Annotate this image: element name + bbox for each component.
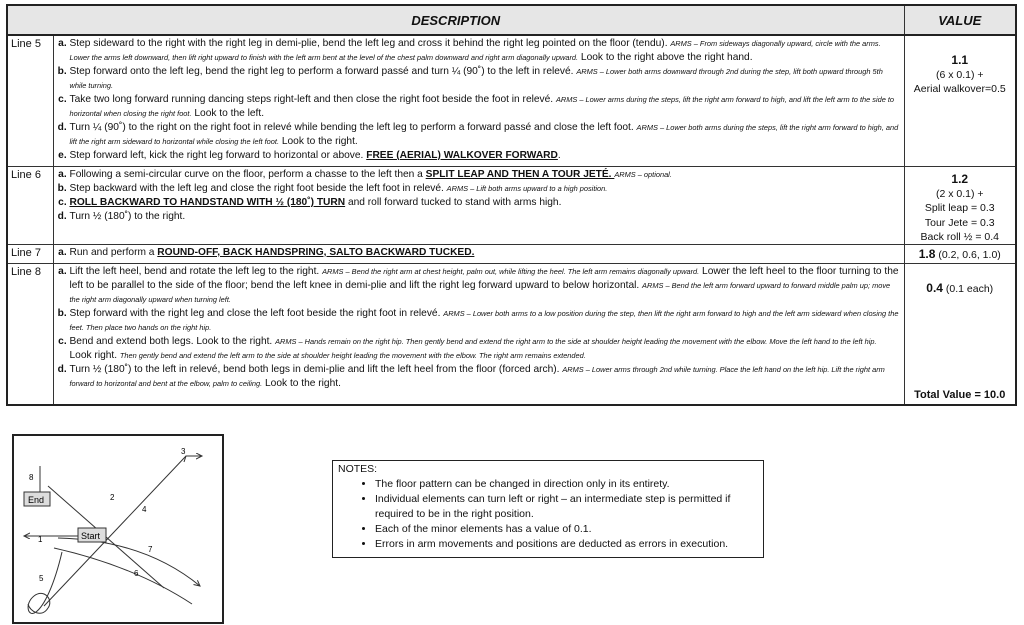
step-text: Lift the left heel, bend and rotate the left leg to the right. <box>69 265 323 277</box>
path-number-2: 2 <box>110 493 115 502</box>
step-item <box>70 168 900 182</box>
total-value: Total Value = 10.0 <box>914 388 1006 401</box>
step-list <box>54 265 900 391</box>
floor-pattern-svg <box>14 436 218 618</box>
line-label: Line 8 <box>7 263 53 405</box>
arms-instruction: ARMS – Lower both arms downward through 2nd during the step, lift both upward through 5th while turning. <box>69 67 883 90</box>
line-label: Line 7 <box>7 244 53 263</box>
path-line-4 <box>44 456 186 606</box>
element-highlight: SPLIT LEAP AND THEN A TOUR JETÉ. <box>425 169 615 180</box>
path-line-7 <box>58 538 200 586</box>
step-text: Look to the right above the right hand. <box>578 52 753 63</box>
step-item <box>70 149 900 163</box>
step-text: Step forward left, kick the right leg forward to horizontal or above. <box>69 150 367 161</box>
step-item <box>70 93 900 121</box>
value-detail: Tour Jete = 0.3 <box>924 216 995 229</box>
arms-instruction: ARMS – Lower arms during the steps, lift the right arm forward to high, and lift the left arm to the side to horizontal when closing the right foot. <box>69 95 895 118</box>
value-main: 1.8 <box>918 246 936 261</box>
step-text: Look to the right. <box>262 377 341 389</box>
value-cell <box>904 167 1016 245</box>
arms-instruction: ARMS – Lower both arms to a low position during the step, then lift the right arm forward to high and the left arm sideward when closing the feet. Then place two hands on the right hip. <box>69 308 899 332</box>
table-body <box>7 35 1016 405</box>
step-list <box>54 246 900 260</box>
step-text: Look to the right. <box>279 136 358 147</box>
notes-box <box>332 460 764 558</box>
arms-instruction: ARMS – optional. <box>614 170 672 179</box>
step-text: Step backward with the left leg and close the right foot beside the left foot in relevé. <box>69 183 447 194</box>
arms-instruction: ARMS – Lift both arms upward to a high position. <box>446 184 608 193</box>
note-item: • The floor pattern can be changed in direction only in its entirety. <box>375 477 763 492</box>
step-text: Step forward onto the left leg, bend the right leg to perform a forward passé and turn ¼ (90˚) to the left in relevé. <box>69 66 577 77</box>
path-number-7: 7 <box>148 545 153 554</box>
step-text: . <box>557 150 561 161</box>
step-text: Step sideward to the right with the right leg in demi-plie, bend the left leg and cross it behind the right leg pointed on the floor (tendu). <box>69 38 671 49</box>
step-text: Step forward with the right leg and close the left foot beside the right foot in relevé. <box>69 307 444 319</box>
value-detail: Back roll ½ = 0.4 <box>920 230 999 243</box>
path-number-4: 4 <box>142 505 147 514</box>
step-text: Look right. <box>69 349 120 361</box>
value-main: 1.2 <box>951 172 969 186</box>
line-label: Line 5 <box>7 35 53 167</box>
arms-instruction: ARMS – Lower both arms during the steps, lift the right arm forward to high, and lift the right arm sideward to horizontal while closing the left foot. <box>69 123 899 146</box>
notes-list <box>333 477 763 552</box>
description-header: DESCRIPTION <box>7 5 904 35</box>
step-item <box>70 182 900 196</box>
step-text: Following a semi-circular curve on the floor, perform a chasse to the left then a <box>69 169 426 180</box>
value-main: 0.4 <box>926 280 943 295</box>
routine-table <box>6 4 1017 406</box>
step-text: Lower the left heel to the floor turning to the left to be parallel to the side of the floor; bend the left knee in demi-plie and lift the right leg forward upward to below horizontal. <box>69 265 899 291</box>
value-main: 1.1 <box>951 53 969 67</box>
value-detail: (0.2, 0.6, 1.0) <box>938 248 1001 261</box>
note-item: • Each of the minor elements has a value of 0.1. <box>375 522 763 537</box>
table-row <box>7 167 1016 245</box>
step-text: Turn ½ (180˚) to the left in relevé, bend both legs in demi-plie and lift the left heel from the floor (forced arch). <box>69 363 563 375</box>
description-cell <box>53 167 904 245</box>
description-cell <box>53 35 904 167</box>
arms-instruction: Then gently bend and extend the left arm to the side at shoulder height leading the movement with the elbow. The right arm remains extended. <box>119 350 586 360</box>
element-highlight: FREE (AERIAL) WALKOVER FORWARD <box>366 150 558 161</box>
step-text: Bend and extend both legs. Look to the right. <box>69 335 276 347</box>
arms-instruction: ARMS – Hands remain on the right hip. Then gently bend and extend the right arm to the side at shoulder height leading the movement with the elbow. Move the left hand to the left hip. <box>275 336 877 346</box>
step-list <box>54 168 900 224</box>
step-text: Turn ¼ (90˚) to the right on the right foot in relevé while bending the left leg to perform a forward passé and close the left foot. <box>69 122 637 133</box>
value-detail: (2 x 0.1) + <box>935 188 984 201</box>
line-label: Line 6 <box>7 167 53 245</box>
step-item <box>70 335 900 363</box>
step-text: Take two long forward running dancing steps right-left and then close the right foot beside the foot in relevé. <box>69 94 556 105</box>
table-row <box>7 35 1016 167</box>
step-item <box>70 210 900 224</box>
value-cell <box>904 35 1016 167</box>
path-number-5: 5 <box>39 574 44 583</box>
path-line-6 <box>54 548 192 604</box>
value-cell <box>904 244 1016 263</box>
value-detail: (6 x 0.1) + <box>935 69 984 82</box>
step-item <box>70 363 900 391</box>
path-number-3: 3 <box>181 447 186 456</box>
table-row <box>7 244 1016 263</box>
notes-title: NOTES: <box>338 463 378 475</box>
step-text: Run and perform a <box>69 246 158 258</box>
path-line-3 <box>184 456 202 462</box>
arms-instruction: ARMS – From sideways diagonally upward, circle with the arms. Lower the arms left downward, then lift right upward to finish with the left arm bent at the level of the chest palm downward and right arm diagonally upward. <box>69 39 881 62</box>
step-item <box>70 307 900 335</box>
step-text: Look to the left. <box>191 108 265 119</box>
element-highlight: ROUND-OFF, BACK HANDSPRING, SALTO BACKWARD TUCKED. <box>157 246 475 258</box>
table-row <box>7 263 1016 405</box>
step-item <box>70 196 900 210</box>
value-detail: Aerial walkover=0.5 <box>913 83 1006 96</box>
path-number-6: 6 <box>134 569 139 578</box>
floor-pattern-diagram <box>12 434 224 624</box>
step-text: Turn ½ (180˚) to the right. <box>69 211 186 222</box>
value-detail: (0.1 each) <box>945 282 994 295</box>
step-item <box>70 65 900 93</box>
step-item <box>70 246 900 260</box>
arms-instruction: ARMS – Bend the left arm forward upward to forward middle palm up; move the right arm diagonally upward when turning left. <box>69 280 891 304</box>
step-item <box>70 37 900 65</box>
arms-instruction: ARMS – Lower arms through 2nd while turning. Place the left hand on the left hip. Lift the right arm forward to horizontal and bent at the elbow, palm to ceiling. <box>69 364 885 388</box>
step-item <box>70 265 900 307</box>
step-item <box>70 121 900 149</box>
arms-instruction: ARMS – Bend the right arm at chest height, palm out, while lifting the heel. The left arm remains diagonally upward. <box>322 266 700 276</box>
value-cell <box>904 263 1016 405</box>
note-item: • Individual elements can turn left or right – an intermediate step is permitted if required to be in the right position. <box>375 492 763 522</box>
step-list <box>54 37 900 163</box>
value-header: VALUE <box>904 5 1016 35</box>
element-highlight: ROLL BACKWARD TO HANDSTAND WITH ½ (180˚) TURN <box>69 197 346 208</box>
value-detail: Split leap = 0.3 <box>924 202 995 215</box>
end-label: End <box>28 495 45 505</box>
path-number-8: 8 <box>29 473 34 482</box>
table-header-row <box>7 5 1016 35</box>
description-cell <box>53 244 904 263</box>
path-number-1: 1 <box>38 535 43 544</box>
note-item: • Errors in arm movements and positions are deducted as errors in execution. <box>375 537 763 552</box>
start-label: Start <box>81 531 101 541</box>
description-cell <box>53 263 904 405</box>
step-text: and roll forward tucked to stand with arms high. <box>345 197 562 208</box>
